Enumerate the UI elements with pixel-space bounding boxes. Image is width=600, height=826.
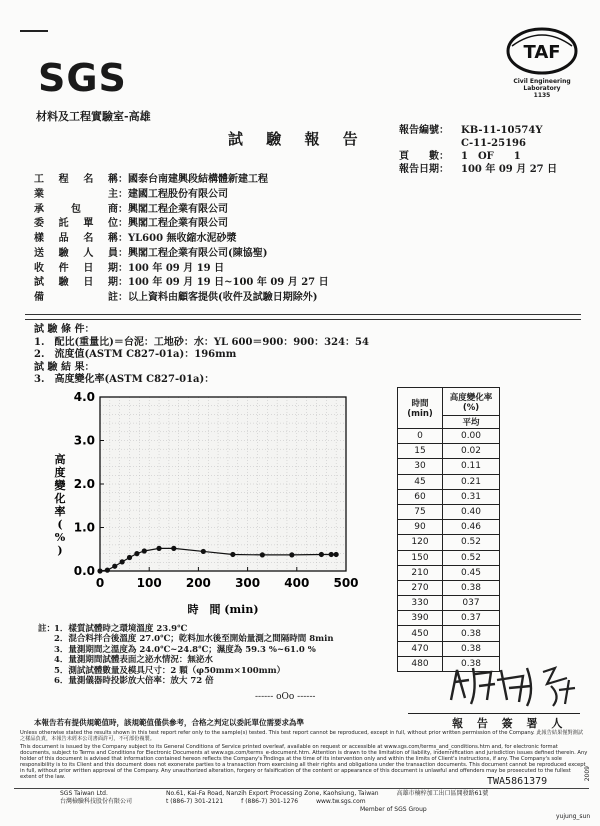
rate-cell: 0.40	[443, 504, 500, 519]
data-point	[134, 551, 139, 556]
data-point	[171, 546, 176, 551]
disclaimer-zh: 本報告若有提供規範值時，該規範值僅供參考，合格之判定以委託單位需要求為準	[34, 718, 304, 727]
rate-cell: 0.38	[443, 641, 500, 656]
rate-cell: 0.11	[443, 459, 500, 474]
info-row	[34, 185, 329, 200]
time-cell: 390	[398, 611, 443, 626]
table-row	[398, 596, 500, 611]
signature-line	[408, 713, 580, 714]
info-row	[34, 288, 329, 303]
time-header: 時間 (min)	[398, 388, 443, 429]
time-cell: 150	[398, 550, 443, 565]
corner-mark	[20, 30, 48, 32]
y-tick-label: 1.0	[73, 520, 95, 535]
info-value: YL600 無收縮水泥砂漿	[128, 233, 237, 245]
data-point	[120, 559, 125, 564]
rate-cell: 0.38	[443, 656, 500, 671]
info-colon: ：	[118, 173, 128, 185]
page-label: 頁 數：	[399, 151, 449, 162]
notes-label: 註：	[38, 624, 56, 634]
avg-header: 平均	[443, 416, 500, 429]
info-colon: ：	[118, 203, 128, 215]
rate-cell: 0.02	[443, 444, 500, 459]
info-label: 送 驗 人 員	[34, 247, 118, 259]
info-label: 試 驗 日 期	[34, 277, 118, 289]
data-point	[156, 546, 161, 551]
footer	[60, 790, 488, 814]
data-point	[97, 568, 102, 573]
time-cell: 75	[398, 504, 443, 519]
info-row	[34, 244, 329, 259]
height-change-table	[397, 387, 500, 672]
table-row	[398, 474, 500, 489]
divider	[25, 314, 581, 320]
lab-name: 材料及工程實驗室-高雄	[36, 110, 151, 123]
info-label: 備 註	[34, 292, 118, 304]
info-value: 100 年 09 月 19 日	[128, 262, 225, 274]
note-item: 5．測試試體數量及模具尺寸：2 顆（φ50mm×100mm）	[54, 665, 286, 676]
table-row	[398, 611, 500, 626]
rate-cell: 0.46	[443, 520, 500, 535]
notes	[38, 624, 334, 686]
data-point	[105, 568, 110, 573]
note-item: 6．量測儀器時投影放大倍率：放大 72 倍	[54, 676, 214, 687]
time-cell: 330	[398, 596, 443, 611]
info-colon: ：	[118, 247, 128, 259]
time-cell: 470	[398, 641, 443, 656]
rate-cell: 0.21	[443, 474, 500, 489]
table-row	[398, 535, 500, 550]
address-zh: 高雄市楠梓加工出口區開發路61號	[396, 790, 489, 797]
serial-number: TWA5861379	[487, 776, 548, 787]
disclaimer-en: Unless otherwise stated the results shown in this test report refer only to the sample(s) tested. This test report cannot be reproduced, except in full, without prior written permission of the Company. 此報告結果僅對測試之樣品負責，本報告未經本公司書面許可，不可部份複製。	[20, 730, 584, 743]
info-block	[34, 170, 329, 303]
report-title: 試 驗 報 告	[228, 130, 367, 148]
info-row	[34, 229, 329, 244]
report-number-2: C-11-25196	[461, 138, 526, 149]
table-row	[398, 429, 500, 444]
note-item: 1．樣質試體時之環境溫度 23.9℃	[54, 624, 188, 635]
x-tick-label: 300	[235, 576, 261, 590]
terms-text: This document is issued by the Company subject to its General Conditions of Service printed overleaf, available on request or accessible at www.sgs.com/terms_and_conditions.htm and, for electronic format documents, subject to Terms and Conditions for Electronic Documents at www.sgs.com/terms_e-document.htm. Attention is drawn to the limitation of liability, indemnification and jurisdiction issues defined therein. Any holder of this document is advised that information contained hereon reflects the Company's findings at the time of its intervention only and within the limits of Client's instructions, if any. The Company's sole responsibility is to its Client and this document does not exonerate parties to a transaction from exercising all their rights and obligations under the transaction documents. This document cannot be reproduced except in full, without prior written approval of the Company. Any unauthorized alteration, forgery or falsification of the content or appearance of this document is unlawful and offenders may be prosecuted to the fullest extent of the law.	[20, 744, 588, 781]
time-cell: 30	[398, 459, 443, 474]
data-point	[289, 552, 294, 557]
time-cell: 210	[398, 565, 443, 580]
data-point	[201, 549, 206, 554]
x-axis-label: 時 間 (min)	[187, 603, 259, 616]
time-cell: 480	[398, 656, 443, 671]
table-row	[398, 459, 500, 474]
test-conditions	[34, 324, 369, 387]
data-point	[112, 564, 117, 569]
y-tick-label: 0.0	[73, 564, 95, 578]
web: www.tw.sgs.com	[316, 798, 366, 805]
results-heading: 試 驗 結 果：	[34, 361, 95, 373]
footer-rule	[14, 788, 589, 789]
note-item: 4．量測期間試體表面之泌水情況：無泌水	[54, 655, 213, 666]
end-mark: ------ oOo ------	[255, 692, 316, 702]
info-value: 100 年 09 月 19 日~100 年 09 月 27 日	[128, 277, 329, 289]
rate-cell: 0.45	[443, 565, 500, 580]
conditions-heading: 試 驗 條 件：	[34, 324, 95, 335]
time-cell: 0	[398, 429, 443, 444]
rate-cell: 0.00	[443, 429, 500, 444]
y-tick-label: 2.0	[73, 477, 95, 491]
rate-header: 高度變化率 (%)	[443, 388, 500, 416]
year-mark: 2009	[584, 766, 591, 782]
tel: t (886-7) 301-2121	[166, 798, 224, 805]
info-colon: ：	[118, 277, 128, 289]
time-cell: 450	[398, 626, 443, 641]
report-date-value: 100 年 09 月 27 日	[461, 164, 558, 175]
table-row	[398, 489, 500, 504]
info-row	[34, 214, 329, 229]
time-cell: 15	[398, 444, 443, 459]
data-point	[127, 555, 132, 560]
data-point	[319, 552, 324, 557]
rate-cell: 0.38	[443, 580, 500, 595]
y-tick-label: 4.0	[73, 390, 95, 404]
accreditation-text: Civil Engineering Laboratory 1135	[513, 78, 571, 99]
condition-item: 2. 流度值(ASTM C827-01a)：196mm	[34, 349, 237, 360]
rate-cell: 0.52	[443, 535, 500, 550]
info-label: 業 主	[34, 188, 118, 200]
table-row	[398, 444, 500, 459]
info-row	[34, 274, 329, 289]
info-colon: ：	[118, 292, 128, 304]
x-tick-label: 200	[185, 576, 211, 590]
report-number-label: 報告編號：	[399, 125, 449, 136]
info-label: 工 程 名 稱	[34, 173, 118, 185]
info-colon: ：	[118, 262, 128, 274]
table-row	[398, 565, 500, 580]
info-value: 建國工程股份有限公司	[128, 188, 228, 200]
sgs-logo: SGS	[38, 56, 127, 100]
condition-item: 1. 配比(重量比)＝台泥：工地砂：水：YL 600＝900：900：324：54	[34, 336, 369, 348]
signature-label: 報 告 簽 署 人	[452, 717, 568, 730]
info-value: 以上資料由顧客提供(收件及試驗日期除外)	[128, 292, 318, 304]
rate-cell: 0.37	[443, 611, 500, 626]
info-label: 承 包 商	[34, 203, 118, 215]
info-value: 國泰台南建興段結構體新建工程	[128, 173, 268, 185]
rate-cell: 0.38	[443, 626, 500, 641]
height-change-chart	[20, 385, 370, 625]
results-item: 3. 高度變化率(ASTM C827-01a)：	[34, 374, 215, 385]
data-point	[230, 552, 235, 557]
report-number-1: KB-11-10574Y	[461, 125, 543, 136]
initials: yujung_sun	[556, 813, 591, 820]
note-item: 2．混合料拌合後溫度 27.0℃；乾料加水後至開始量測之間隔時間 8min	[54, 634, 334, 645]
info-value: 興閣工程企業有限公司	[128, 203, 228, 215]
time-cell: 120	[398, 535, 443, 550]
y-tick-label: 3.0	[73, 433, 95, 448]
x-tick-label: 100	[136, 576, 162, 590]
data-point	[260, 552, 265, 557]
info-value: 興閣工程企業有限公司	[128, 218, 228, 230]
note-item: 3．量測期間之溫度為 24.0℃~24.8℃；濕度為 59.3 %~61.0 %	[54, 644, 316, 655]
table-row	[398, 550, 500, 565]
data-point	[142, 548, 147, 553]
data-point	[329, 552, 334, 557]
taf-accreditation-logo	[506, 26, 578, 76]
report-meta	[399, 124, 557, 176]
taf-logo-text: TAF	[523, 42, 561, 63]
x-tick-label: 400	[284, 576, 310, 590]
info-label: 樣 品 名 稱	[34, 233, 118, 245]
info-value: 興閣工程企業有限公司(陳協聖)	[128, 247, 268, 259]
rate-cell: 037	[443, 596, 500, 611]
table-row	[398, 626, 500, 641]
info-colon: ：	[118, 218, 128, 230]
time-cell: 60	[398, 489, 443, 504]
info-label: 收 件 日 期	[34, 262, 118, 274]
info-row	[34, 200, 329, 215]
rate-cell: 0.31	[443, 489, 500, 504]
report-date-label: 報告日期：	[399, 164, 449, 175]
address-en: No.61, Kai-Fa Road, Nanzih Export Processing Zone, Kaohsiung, Taiwan	[166, 790, 379, 797]
table-row	[398, 520, 500, 535]
fax: f (886-7) 301-1276	[241, 798, 299, 805]
info-colon: ：	[118, 188, 128, 200]
table-row	[398, 641, 500, 656]
member-text: Member of SGS Group	[360, 806, 427, 813]
page-value: 1 OF 1	[461, 151, 521, 162]
company-en: SGS Taiwan Ltd.	[60, 790, 108, 797]
info-row	[34, 170, 329, 185]
time-cell: 270	[398, 580, 443, 595]
info-colon: ：	[118, 233, 128, 245]
data-point	[334, 552, 339, 557]
table-row	[398, 580, 500, 595]
x-tick-label: 500	[333, 576, 359, 590]
info-label: 委 託 單 位	[34, 218, 118, 230]
time-cell: 45	[398, 474, 443, 489]
x-tick-label: 0	[95, 576, 105, 590]
y-axis-label: 高度變化率( % )	[54, 453, 66, 557]
table-row	[398, 504, 500, 519]
signature-image	[443, 660, 583, 710]
info-row	[34, 259, 329, 274]
rate-cell: 0.52	[443, 550, 500, 565]
company-zh: 台灣檢驗科技股份有限公司	[60, 798, 133, 805]
time-cell: 90	[398, 520, 443, 535]
